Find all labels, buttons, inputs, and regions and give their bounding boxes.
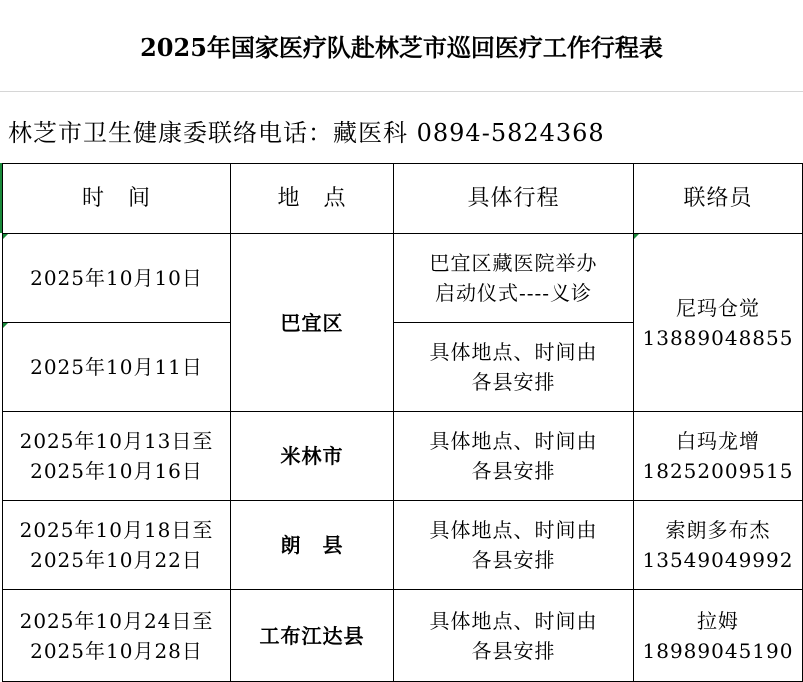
itinerary-cell (394, 590, 634, 682)
header-place: 地 点 (231, 164, 394, 234)
table-row (3, 412, 803, 501)
liaison-cell (634, 590, 803, 682)
header-itinerary: 具体行程 (394, 164, 634, 234)
time-cell (3, 412, 231, 501)
page-title: 2025年国家医疗队赴林芝市巡回医疗工作行程表 (0, 0, 803, 92)
liaison-text: 拉姆 18989045190 (642, 608, 794, 663)
time-text: 2025年10月18日至 2025年10月22日 (19, 518, 214, 572)
time-cell (3, 234, 231, 323)
time-text: 2025年10月11日 (30, 355, 203, 379)
liaison-cell (634, 412, 803, 501)
time-text: 2025年10月10日 (30, 266, 203, 290)
time-text: 2025年10月24日至 2025年10月28日 (19, 608, 214, 663)
table-row (3, 590, 803, 682)
itinerary-text: 具体地点、时间由 各县安排 (429, 518, 598, 572)
place-cell: 巴宜区 (231, 234, 394, 412)
liaison-cell (634, 501, 803, 590)
time-cell (3, 590, 231, 682)
place-cell: 米林市 (231, 412, 394, 501)
schedule-table (2, 163, 803, 682)
cell-marker (3, 234, 8, 239)
time-cell (3, 501, 231, 590)
cell-marker (634, 234, 639, 239)
itinerary-text: 具体地点、时间由 各县安排 (429, 608, 598, 663)
header-time: 时 间 (3, 164, 231, 234)
itinerary-cell (394, 323, 634, 412)
itinerary-cell (394, 412, 634, 501)
itinerary-cell (394, 501, 634, 590)
table-row (3, 501, 803, 590)
liaison-cell (634, 234, 803, 412)
place-cell: 工布江达县 (231, 590, 394, 682)
itinerary-text: 具体地点、时间由 各县安排 (429, 340, 598, 394)
itinerary-cell (394, 234, 634, 323)
liaison-text: 尼玛仓觉 13889048855 (642, 295, 794, 350)
place-cell: 朗 县 (231, 501, 394, 590)
table-row (3, 234, 803, 323)
time-cell (3, 323, 231, 412)
table-header-row (3, 164, 803, 234)
time-text: 2025年10月13日至 2025年10月16日 (19, 429, 214, 483)
contact-line: 林芝市卫生健康委联络电话：藏医科 0894-5824368 (8, 118, 605, 147)
itinerary-text: 具体地点、时间由 各县安排 (429, 429, 598, 483)
cell-marker (3, 323, 8, 328)
header-liaison: 联络员 (634, 164, 803, 234)
itinerary-text: 巴宜区藏医院举办 启动仪式----义诊 (429, 251, 598, 305)
liaison-text: 索朗多布杰 13549049992 (642, 518, 794, 572)
liaison-text: 白玛龙增 18252009515 (642, 429, 794, 483)
